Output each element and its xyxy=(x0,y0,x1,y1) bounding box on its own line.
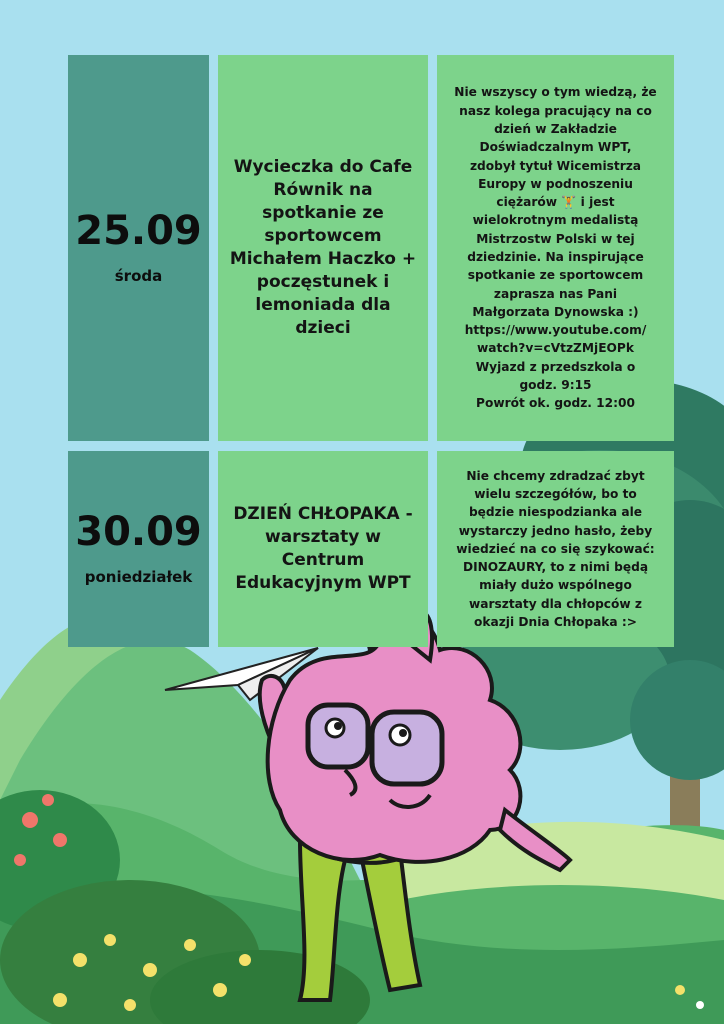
event-description-line: Małgorzata Dynowska :) xyxy=(472,304,639,319)
event-description-line: spotkanie ze sportowcem xyxy=(467,268,644,283)
event-description-line: Europy w podnoszeniu xyxy=(478,176,633,191)
event-title-cell xyxy=(218,55,428,441)
event-description-line: Nie wszyscy o tym wiedzą, że xyxy=(454,85,657,100)
event-date-cell xyxy=(68,55,209,441)
event-description-line: wielu szczegółów, bo to xyxy=(474,486,637,501)
event-description-line: DINOZAURY, to z nimi będą xyxy=(462,560,649,575)
event-description-line: nasz kolega pracujący na co xyxy=(459,103,652,118)
event-description-line: będzie niespodzianka ale xyxy=(468,505,643,520)
event-description-line: dzień w Zakładzie xyxy=(494,121,617,136)
event-description-cell xyxy=(437,55,674,441)
event-description-line: https://www.youtube.com/ xyxy=(464,323,647,338)
event-description-line: wiedzieć na co się szykować: xyxy=(456,541,655,556)
event-title: DZIEŃ CHŁOPAKA - warsztaty w Centrum Edukacyjnym WPT xyxy=(233,504,413,593)
event-title-cell xyxy=(218,451,428,647)
event-date: 25.09 xyxy=(75,208,202,254)
event-description-line: watch?v=cVtzZMjEOPk xyxy=(477,341,634,356)
event-day: środa xyxy=(114,267,163,285)
event-description-line: zdobył tytuł Wicemistrza xyxy=(469,158,642,173)
event-description-line: wystarczy jedno hasło, żeby xyxy=(458,523,653,538)
event-description-line: Powrót ok. godz. 12:00 xyxy=(476,396,635,411)
event-description-line: Doświadczalnym WPT, xyxy=(479,140,632,155)
event-date: 30.09 xyxy=(75,509,202,555)
event-description-line: Wyjazd z przedszkola o xyxy=(475,359,636,374)
event-description-line: okazji Dnia Chłopaka :> xyxy=(474,615,637,630)
event-day: poniedziałek xyxy=(84,568,193,586)
event-description-cell xyxy=(437,451,674,647)
event-description-line: godz. 9:15 xyxy=(519,378,592,393)
event-description-line: ciężarów 🏋️ i jest xyxy=(496,195,615,210)
event-title: Wycieczka do Cafe Równik na spotkanie ze sportowcem Michałem Haczko + poczęstunek i lemoniada dla dzieci xyxy=(229,157,417,338)
event-description-line: dziedzinie. Na inspirujące xyxy=(467,250,644,264)
event-description-line: miały dużo wspólnego xyxy=(479,578,632,593)
event-description-line: Nie chcemy zdradzać zbyt xyxy=(466,468,645,483)
event-description-line: Mistrzostw Polski w tej xyxy=(476,231,635,246)
event-description-line: zaprasza nas Pani xyxy=(493,286,618,301)
event-description-line: warsztaty dla chłopców z xyxy=(469,596,642,611)
event-date-cell xyxy=(68,451,209,647)
event-description-line: wielokrotnym medalistą xyxy=(472,213,639,228)
